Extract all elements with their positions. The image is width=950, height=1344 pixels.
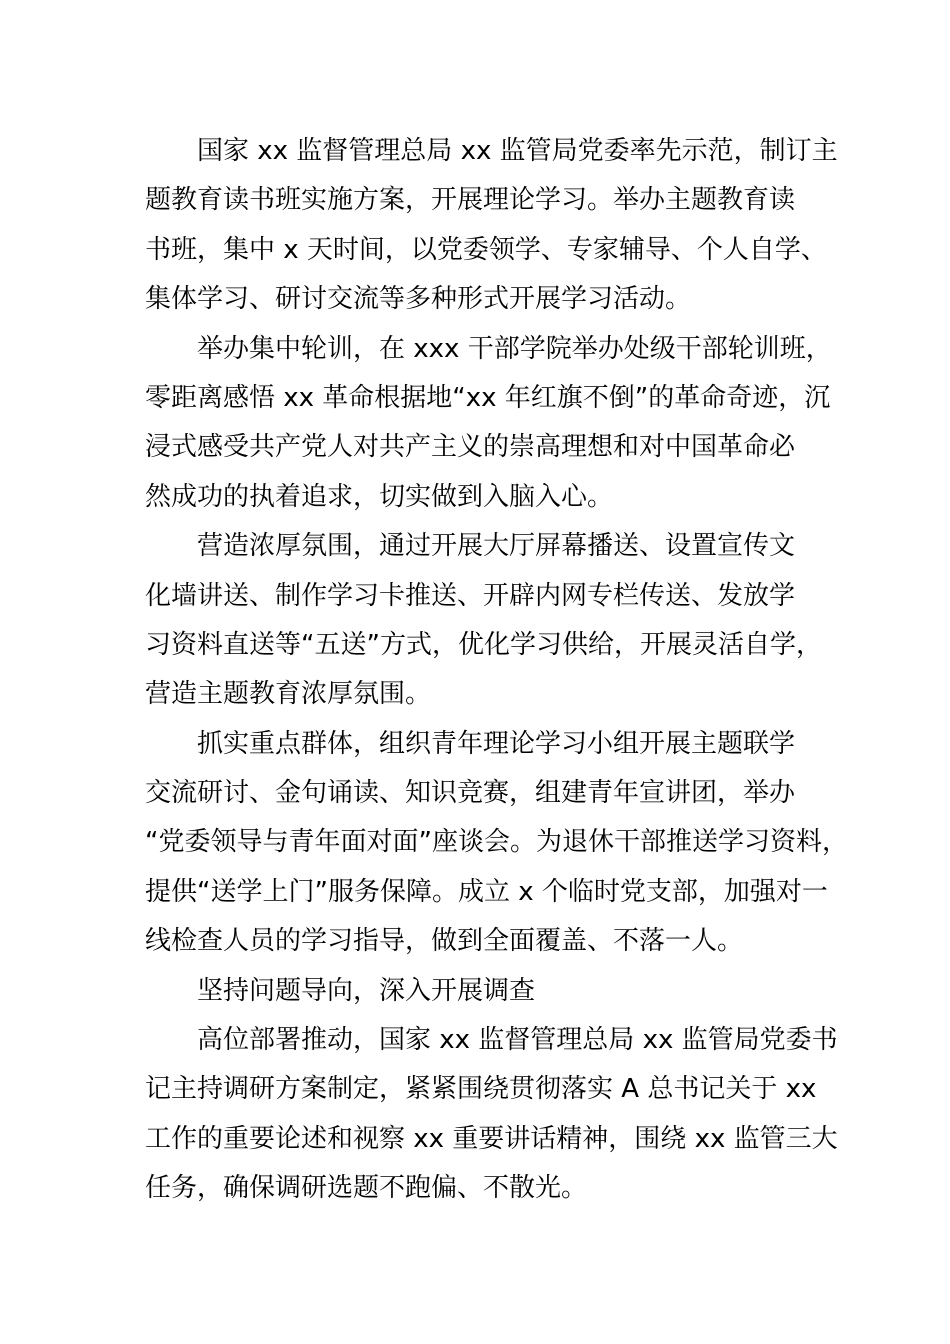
paragraph-key-groups [145, 720, 848, 967]
paragraph-centralized-training [145, 325, 832, 523]
paragraph-reading-class [145, 127, 838, 325]
text-line: 线检查人员的学习指导，做到全面覆盖、不落一人。 [145, 926, 744, 957]
text-line: 零距离感悟 xx 革命根据地“xx 年红旗不倒”的革命奇迹，沉 [145, 382, 831, 413]
text-line: 营造主题教育浓厚氛围。 [145, 679, 432, 710]
text-line: 举办集中轮训，在 xxx 干部学院举办处级干部轮训班， [197, 333, 832, 364]
text-line: 营造浓厚氛围，通过开展大厅屏幕播送、设置宣传文 [197, 531, 796, 562]
text-line: 提供“送学上门”服务保障。成立 x 个临时党支部，加强对一 [145, 876, 828, 907]
text-line: 工作的重要论述和视察 xx 重要讲话精神，围绕 xx 监管三大 [145, 1123, 838, 1154]
text-line: 高位部署推动，国家 xx 监督管理总局 xx 监管局党委书 [197, 1025, 838, 1056]
paragraph-atmosphere [145, 522, 822, 720]
paragraph-research-deployment [145, 1016, 838, 1214]
text-line: 国家 xx 监督管理总局 xx 监管局党委率先示范，制订主 [197, 136, 838, 166]
text-line: 交流研讨、金句诵读、知识竞赛，组建青年宣讲团，举办 [145, 778, 796, 809]
section-heading [145, 967, 817, 1016]
text-line: 抓实重点群体，组织青年理论学习小组开展主题联学 [197, 728, 796, 759]
text-line: 坚持问题导向，深入开展调查 [197, 975, 536, 1006]
text-line: 浸式感受共产党人对共产主义的崇高理想和对中国革命必 [145, 432, 796, 463]
text-line: 记主持调研方案制定，紧紧围绕贯彻落实 A 总书记关于 xx [145, 1074, 817, 1105]
text-line: 题教育读书班实施方案，开展理论学习。举办主题教育读 [145, 185, 796, 216]
text-line: “党委领导与青年面对面”座谈会。为退休干部推送学习资料， [145, 827, 848, 858]
text-line: 化墙讲送、制作学习卡推送、开辟内网专栏传送、发放学 [145, 580, 796, 611]
text-line: 集体学习、研讨交流等多种形式开展学习活动。 [145, 284, 692, 315]
document-body [145, 127, 848, 1214]
text-line: 习资料直送等“五送”方式，优化学习供给，开展灵活自学， [145, 629, 822, 660]
text-line: 任务，确保调研选题不跑偏、不散光。 [145, 1173, 588, 1204]
text-line: 然成功的执着追求，切实做到入脑入心。 [145, 481, 614, 512]
text-line: 书班，集中 x 天时间，以党委领学、专家辅导、个人自学、 [145, 234, 827, 265]
